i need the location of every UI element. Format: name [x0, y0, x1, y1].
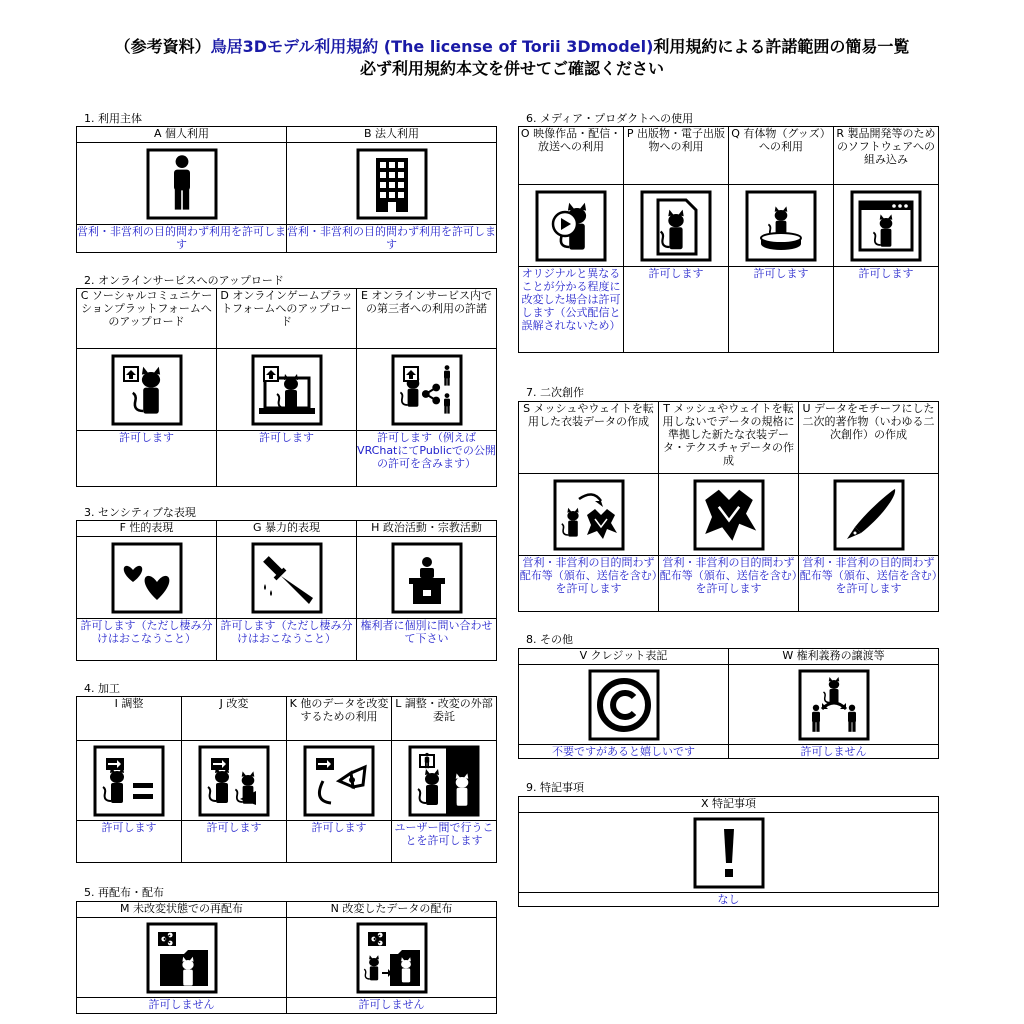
label-v-credit: V クレジット表記: [519, 649, 729, 665]
status-j: 許可します: [182, 821, 287, 863]
status-f: 許可します（ただし棲み分けはおこなうこと）: [77, 619, 217, 661]
label-o-video: O 映像作品・配信・放送への利用: [519, 127, 624, 185]
label-b-corporate-use: B 法人利用: [287, 127, 497, 143]
table-processing: [76, 696, 497, 863]
costume-convert-icon: [553, 479, 625, 551]
label-n-distribute-modified: N 改変したデータの配布: [287, 902, 497, 918]
pen-nib-icon: [833, 479, 905, 551]
title-line2: 必ず利用規約本文を併せてご確認ください: [359, 59, 664, 78]
copyright-icon: [588, 669, 660, 741]
building-icon: [356, 148, 428, 220]
status-q: 許可します: [729, 267, 834, 353]
table-online-upload: [76, 288, 497, 487]
status-v: 不要ですがあると嬉しいです: [519, 745, 729, 759]
cell-icon-s: [519, 474, 659, 556]
video-icon: [535, 190, 607, 262]
section-title-derivative: 7. 二次創作: [526, 386, 584, 399]
table-media-products: [518, 126, 939, 353]
goods-icon: [745, 190, 817, 262]
cell-icon-i: [77, 741, 182, 821]
hearts-icon: [111, 542, 183, 614]
label-q-goods: Q 有体物（グッズ）への利用: [729, 127, 834, 185]
cell-icon-l: [392, 741, 497, 821]
modify-icon: [198, 745, 270, 817]
status-w: 許可しません: [729, 745, 939, 759]
label-d-game-upload: D オンラインゲームプラットフォームへのアップロード: [217, 289, 357, 349]
label-a-personal-use: A 個人利用: [77, 127, 287, 143]
cell-icon-q: [729, 185, 834, 267]
section-title-special-notes: 9. 特記事項: [526, 781, 584, 794]
cell-icon-u: [799, 474, 939, 556]
podium-icon: [391, 542, 463, 614]
title-suffix: 利用規約による許諾範囲の簡易一覧: [653, 37, 910, 56]
status-i: 許可します: [77, 821, 182, 863]
table-special-notes: [518, 796, 939, 907]
section-title-other: 8. その他: [526, 633, 573, 646]
cell-icon-e: [357, 349, 497, 431]
exclamation-icon: [693, 817, 765, 889]
label-u-fan-work: U データをモチーフにした二次的著作物（いわゆる二次創作）の作成: [799, 402, 939, 474]
label-s-costume-convert: S メッシュやウェイトを転用した衣装データの作成: [519, 402, 659, 474]
table-other: [518, 648, 939, 759]
distribute-modified-icon: [356, 922, 428, 994]
adjust-icon: [93, 745, 165, 817]
label-j-modify: J 改変: [182, 697, 287, 741]
section-title-sensitive: 3. センシティブな表現: [84, 506, 196, 519]
person-icon: [146, 148, 218, 220]
redistribute-icon: [146, 922, 218, 994]
cell-icon-c: [77, 349, 217, 431]
label-x-special-notes: X 特記事項: [519, 797, 939, 813]
label-w-transfer: W 権利義務の譲渡等: [729, 649, 939, 665]
costume-new-icon: [693, 479, 765, 551]
software-icon: [850, 190, 922, 262]
publication-icon: [640, 190, 712, 262]
label-t-costume-new: T メッシュやウェイトを転用しないでデータの規格に準拠した新たな衣装データ・テクスチャデータの作成: [659, 402, 799, 474]
outsource-icon: [408, 745, 480, 817]
label-f-sexual: F 性的表現: [77, 521, 217, 537]
label-p-publication: P 出版物・電子出版物への利用: [624, 127, 729, 185]
status-c: 許可します: [77, 431, 217, 487]
label-e-third-party: E オンラインサービス内での第三者への利用の許諾: [357, 289, 497, 349]
status-h: 権利者に個別に問い合わせて下さい: [357, 619, 497, 661]
cell-icon-r: [834, 185, 939, 267]
table-sensitive: [76, 520, 497, 661]
knife-icon: [251, 542, 323, 614]
cell-icon-a: [77, 143, 287, 225]
cell-icon-j: [182, 741, 287, 821]
title-license-name: 鳥居3Dモデル利用規約 (The license of Torii 3Dmodel): [210, 37, 654, 56]
cell-icon-v: [519, 665, 729, 745]
cell-icon-d: [217, 349, 357, 431]
cell-icon-n: [287, 918, 497, 998]
cell-icon-f: [77, 537, 217, 619]
status-t: 営利・非営利の目的問わず配布等（頒布、送信を含む）を許可します: [659, 556, 799, 612]
cell-icon-x: [519, 813, 939, 893]
transfer-rights-icon: [798, 669, 870, 741]
table-redistribution: [76, 901, 497, 1014]
status-d: 許可します: [217, 431, 357, 487]
label-r-software: R 製品開発等のためのソフトウェアへの組み込み: [834, 127, 939, 185]
page-title: [0, 36, 1024, 80]
status-b: 営利・非営利の目的問わず利用を許可します: [287, 225, 496, 251]
cell-icon-h: [357, 537, 497, 619]
status-k: 許可します: [287, 821, 392, 863]
cell-icon-o: [519, 185, 624, 267]
upload-social-icon: [111, 354, 183, 426]
status-a: 営利・非営利の目的問わず利用を許可します: [77, 225, 286, 251]
status-u: 営利・非営利の目的問わず配布等（頒布、送信を含む）を許可します: [799, 556, 939, 612]
use-for-other-icon: [303, 745, 375, 817]
table-derivative: [518, 401, 939, 612]
status-p: 許可します: [624, 267, 729, 353]
table-usage-subject: [76, 126, 497, 253]
share-third-party-icon: [391, 354, 463, 426]
label-g-violent: G 暴力的表現: [217, 521, 357, 537]
status-m: 許可しません: [77, 998, 287, 1014]
cell-icon-p: [624, 185, 729, 267]
status-x: なし: [519, 893, 939, 907]
cell-icon-w: [729, 665, 939, 745]
cell-icon-m: [77, 918, 287, 998]
section-title-processing: 4. 加工: [84, 682, 120, 695]
label-c-social-upload: C ソーシャルコミュニケーションプラットフォームへのアップロード: [77, 289, 217, 349]
status-n: 許可しません: [287, 998, 497, 1014]
label-h-political: H 政治活動・宗教活動: [357, 521, 497, 537]
title-prefix: （参考資料）: [114, 37, 211, 56]
cell-icon-g: [217, 537, 357, 619]
section-title-media-products: 6. メディア・プロダクトへの使用: [526, 112, 694, 125]
cell-icon-b: [287, 143, 497, 225]
status-r: 許可します: [834, 267, 939, 353]
label-i-adjust: I 調整: [77, 697, 182, 741]
label-m-redistribute: M 未改変状態での再配布: [77, 902, 287, 918]
status-s: 営利・非営利の目的問わず配布等（頒布、送信を含む）を許可します: [519, 556, 659, 612]
cell-icon-t: [659, 474, 799, 556]
cell-icon-k: [287, 741, 392, 821]
label-l-outsource: L 調整・改変の外部委託: [392, 697, 497, 741]
title-line1: [0, 36, 1024, 58]
status-e: 許可します（例えばVRChatにてPublicでの公開の許可を含みます）: [357, 431, 497, 487]
section-title-usage-subject: 1. 利用主体: [84, 112, 142, 125]
status-l: ユーザー間で行うことを許可します: [392, 821, 497, 863]
upload-game-icon: [251, 354, 323, 426]
status-g: 許可します（ただし棲み分けはおこなうこと）: [217, 619, 357, 661]
status-o: オリジナルと異なることが分かる程度に改変した場合は許可します（公式配信と誤解されないため）: [519, 267, 624, 353]
label-k-use-for-other: K 他のデータを改変するための利用: [287, 697, 392, 741]
section-title-online-upload: 2. オンラインサービスへのアップロード: [84, 274, 284, 287]
section-title-redistribution: 5. 再配布・配布: [84, 886, 164, 899]
